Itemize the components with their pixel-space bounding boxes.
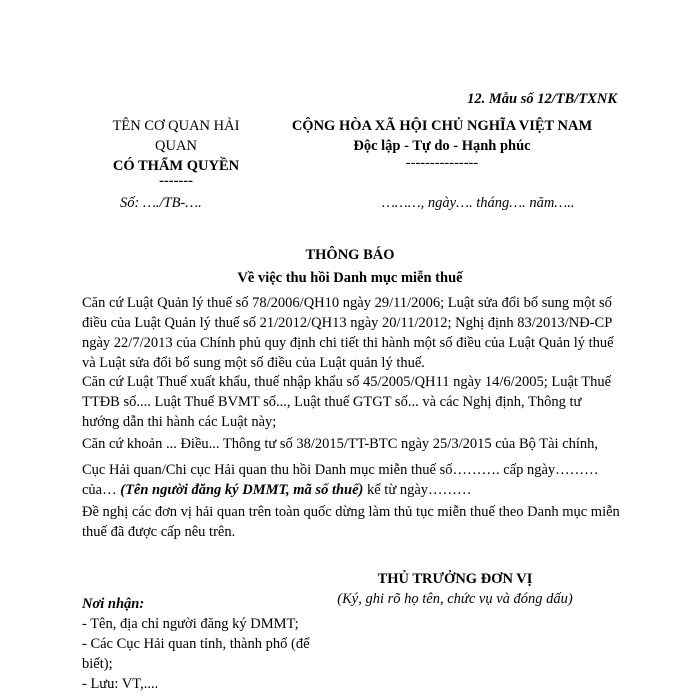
recipients-block (82, 594, 342, 694)
revocation-line2 (82, 480, 622, 500)
revocation-suffix: kể từ ngày……… (363, 482, 472, 498)
recipient-item: - Các Cục Hải quan tỉnh, thành phố (để biết); (82, 636, 310, 672)
paragraph-revocation (82, 460, 622, 500)
signer-note: (Ký, ghi rõ họ tên, chức vụ và đóng dấu) (337, 591, 573, 607)
paragraph-legal-basis-1: Căn cứ Luật Quản lý thuế số 78/2006/QH10 ngày 29/11/2006; Luật sửa đổi bổ sung một số điều của Luật Quản lý thuế số 21/2012/QH13 ngày 20/11/2012; Nghị định 83/2013/NĐ-CP ngày 22/7/2013 của Chính phủ quy định chi tiết thi hành một số điều của Luật Quản lý thuế và Luật sửa đổi bổ sung một số điều của Luật quản lý thuế. (82, 295, 614, 371)
revocation-placeholder: (Tên người đăng ký DMMT, mã số thuế) (120, 482, 364, 498)
republic-name: CỘNG HÒA XÃ HỘI CHỦ NGHĨA VIỆT NAM (291, 118, 593, 134)
republic-header (262, 116, 622, 170)
agency-rule: ------- (159, 173, 193, 189)
agency-name-line2: QUAN (155, 138, 197, 154)
paragraph-legal-basis-3: Căn cứ khoản ... Điều... Thông tư số 38/2015/TT-BTC ngày 25/3/2015 của Bộ Tài chính, (82, 436, 599, 452)
recipient-item: - Tên, địa chỉ người đăng ký DMMT; (82, 616, 299, 632)
agency-name-line3: CÓ THẨM QUYỀN (112, 158, 240, 174)
form-code: 12. Mẫu số 12/TB/TXNK (467, 91, 617, 107)
date-line: ………, ngày…. tháng…. năm….. (382, 195, 575, 211)
signature-block (330, 569, 580, 609)
document-title: THÔNG BÁO (305, 247, 395, 263)
revocation-line1: Cục Hải quan/Chi cục Hải quan thu hồi Danh mục miễn thuế số………. cấp ngày……… (82, 462, 599, 478)
revocation-prefix: của… (82, 482, 121, 498)
paragraph-legal-basis-2: Căn cứ Luật Thuế xuất khẩu, thuế nhập khẩu số 45/2005/QH11 ngày 14/6/2005; Luật Thuế TTĐB số.... Luật Thuế BVMT số..., Luật thuế GTGT số... và các Nghị định, Thông tư hướng dẫn thi hành các Luật này; (82, 374, 612, 430)
document-subject: Về việc thu hồi Danh mục miễn thuế (237, 270, 463, 286)
agency-header (90, 116, 262, 189)
republic-rule: --------------- (405, 155, 479, 171)
recipients-heading: Nơi nhận: (82, 596, 145, 612)
paragraph-request: Đề nghị các đơn vị hải quan trên toàn quốc dừng làm thủ tục miễn thuế theo Danh mục miễn thuế đã được cấp nêu trên. (82, 504, 620, 540)
republic-motto: Độc lập - Tự do - Hạnh phúc (353, 138, 531, 154)
document-number: Số: …./TB-…. (120, 195, 202, 211)
recipient-item: - Lưu: VT,.... (82, 676, 159, 692)
agency-name-line1: TÊN CƠ QUAN HẢI (112, 118, 240, 134)
signer-title: THỦ TRƯỞNG ĐƠN VỊ (377, 571, 533, 587)
